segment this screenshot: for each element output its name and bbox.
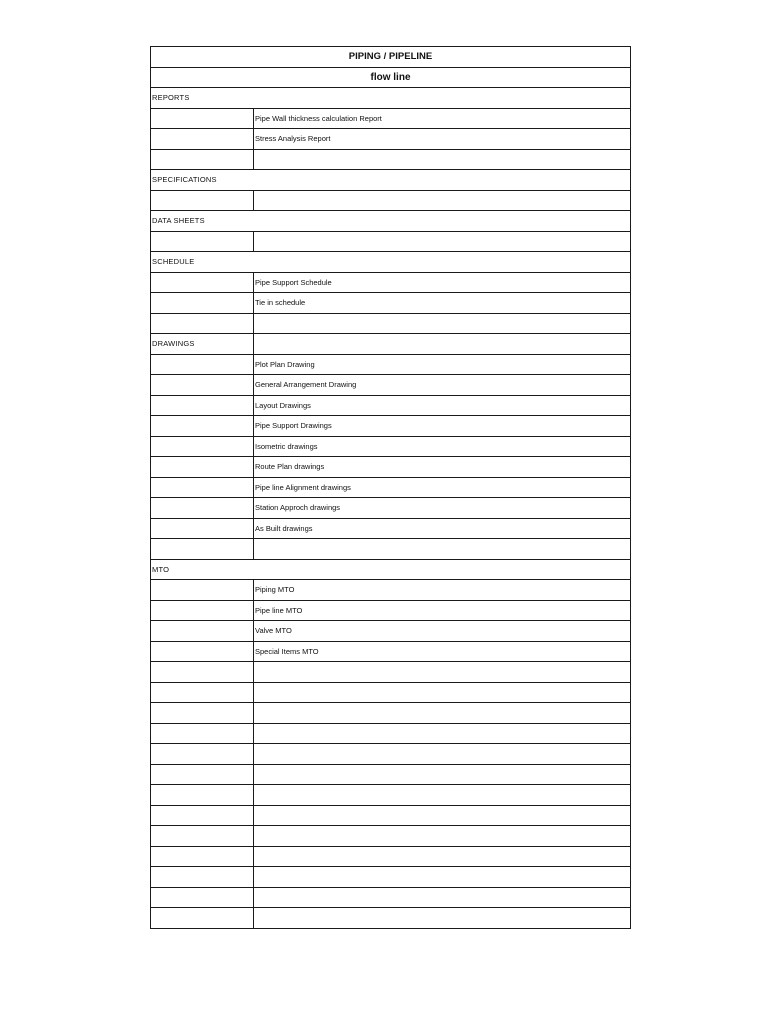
item-label — [254, 539, 631, 560]
table-row — [151, 190, 631, 211]
table-row — [151, 600, 631, 621]
item-label: Special Items MTO — [254, 641, 631, 662]
section-row — [151, 170, 631, 191]
item-label — [254, 867, 631, 888]
table-row — [151, 867, 631, 888]
table-row — [151, 785, 631, 806]
item-label — [254, 744, 631, 765]
section-header: REPORTS — [151, 88, 631, 109]
item-label — [254, 662, 631, 683]
index-cell — [151, 703, 254, 724]
subtitle-row — [151, 67, 631, 88]
index-cell — [151, 457, 254, 478]
table-row — [151, 416, 631, 437]
table-row — [151, 477, 631, 498]
index-cell — [151, 887, 254, 908]
section-header: SPECIFICATIONS — [151, 170, 631, 191]
item-label: Pipe line MTO — [254, 600, 631, 621]
table-row — [151, 108, 631, 129]
item-label: Pipe Wall thickness calculation Report — [254, 108, 631, 129]
index-cell — [151, 744, 254, 765]
document-title: PIPING / PIPELINE — [151, 47, 631, 68]
table-row — [151, 272, 631, 293]
section-header: DATA SHEETS — [151, 211, 631, 232]
item-label — [254, 805, 631, 826]
table-row — [151, 313, 631, 334]
index-cell — [151, 477, 254, 498]
index-cell — [151, 600, 254, 621]
table-row — [151, 457, 631, 478]
table-row — [151, 723, 631, 744]
item-label: Pipe Support Drawings — [254, 416, 631, 437]
index-cell — [151, 805, 254, 826]
index-cell — [151, 682, 254, 703]
index-cell — [151, 190, 254, 211]
item-label — [254, 703, 631, 724]
table-row — [151, 539, 631, 560]
item-label — [254, 887, 631, 908]
table-row — [151, 662, 631, 683]
item-label — [254, 313, 631, 334]
index-cell — [151, 498, 254, 519]
section-row — [151, 252, 631, 273]
index-cell — [151, 826, 254, 847]
table-row — [151, 703, 631, 724]
table-row — [151, 908, 631, 929]
table-row — [151, 580, 631, 601]
item-label: Stress Analysis Report — [254, 129, 631, 150]
table-row — [151, 395, 631, 416]
section-row — [151, 559, 631, 580]
table-row — [151, 354, 631, 375]
index-cell — [151, 149, 254, 170]
item-label: Pipe Support Schedule — [254, 272, 631, 293]
item-label — [254, 231, 631, 252]
item-label: Layout Drawings — [254, 395, 631, 416]
table-row — [151, 436, 631, 457]
section-row — [151, 88, 631, 109]
document-table-body — [151, 47, 631, 929]
item-label: Piping MTO — [254, 580, 631, 601]
table-row — [151, 641, 631, 662]
item-label — [254, 723, 631, 744]
item-label — [254, 908, 631, 929]
item-label — [254, 826, 631, 847]
table-row — [151, 846, 631, 867]
index-cell — [151, 723, 254, 744]
table-row — [151, 744, 631, 765]
item-label — [254, 149, 631, 170]
table-row — [151, 498, 631, 519]
index-cell — [151, 641, 254, 662]
index-cell — [151, 108, 254, 129]
section-header: SCHEDULE — [151, 252, 631, 273]
index-cell — [151, 354, 254, 375]
table-row — [151, 764, 631, 785]
table-row — [151, 682, 631, 703]
index-cell — [151, 846, 254, 867]
item-label — [254, 682, 631, 703]
table-row — [151, 805, 631, 826]
item-cell — [254, 334, 631, 355]
item-label — [254, 785, 631, 806]
index-cell — [151, 662, 254, 683]
section-header: DRAWINGS — [151, 334, 254, 355]
document-table — [150, 46, 631, 929]
item-label — [254, 846, 631, 867]
index-cell — [151, 867, 254, 888]
index-cell — [151, 539, 254, 560]
item-label: As Built drawings — [254, 518, 631, 539]
index-cell — [151, 313, 254, 334]
section-row — [151, 211, 631, 232]
item-label: Route Plan drawings — [254, 457, 631, 478]
item-label: Valve MTO — [254, 621, 631, 642]
document-subtitle: flow line — [151, 67, 631, 88]
table-row — [151, 887, 631, 908]
title-row — [151, 47, 631, 68]
index-cell — [151, 375, 254, 396]
index-cell — [151, 621, 254, 642]
table-row — [151, 621, 631, 642]
index-cell — [151, 416, 254, 437]
index-cell — [151, 293, 254, 314]
item-label — [254, 190, 631, 211]
index-cell — [151, 580, 254, 601]
item-label: Isometric drawings — [254, 436, 631, 457]
index-cell — [151, 436, 254, 457]
index-cell — [151, 231, 254, 252]
index-cell — [151, 129, 254, 150]
item-label: Station Approch drawings — [254, 498, 631, 519]
table-row — [151, 129, 631, 150]
item-label: Tie in schedule — [254, 293, 631, 314]
index-cell — [151, 764, 254, 785]
table-row — [151, 149, 631, 170]
table-row — [151, 375, 631, 396]
item-label: Pipe line Alignment drawings — [254, 477, 631, 498]
index-cell — [151, 908, 254, 929]
section-row — [151, 334, 631, 355]
index-cell — [151, 272, 254, 293]
index-cell — [151, 395, 254, 416]
table-row — [151, 518, 631, 539]
table-row — [151, 293, 631, 314]
item-label — [254, 764, 631, 785]
index-cell — [151, 785, 254, 806]
section-header: MTO — [151, 559, 631, 580]
index-cell — [151, 518, 254, 539]
table-row — [151, 826, 631, 847]
item-label: General Arrangement Drawing — [254, 375, 631, 396]
table-row — [151, 231, 631, 252]
item-label: Plot Plan Drawing — [254, 354, 631, 375]
